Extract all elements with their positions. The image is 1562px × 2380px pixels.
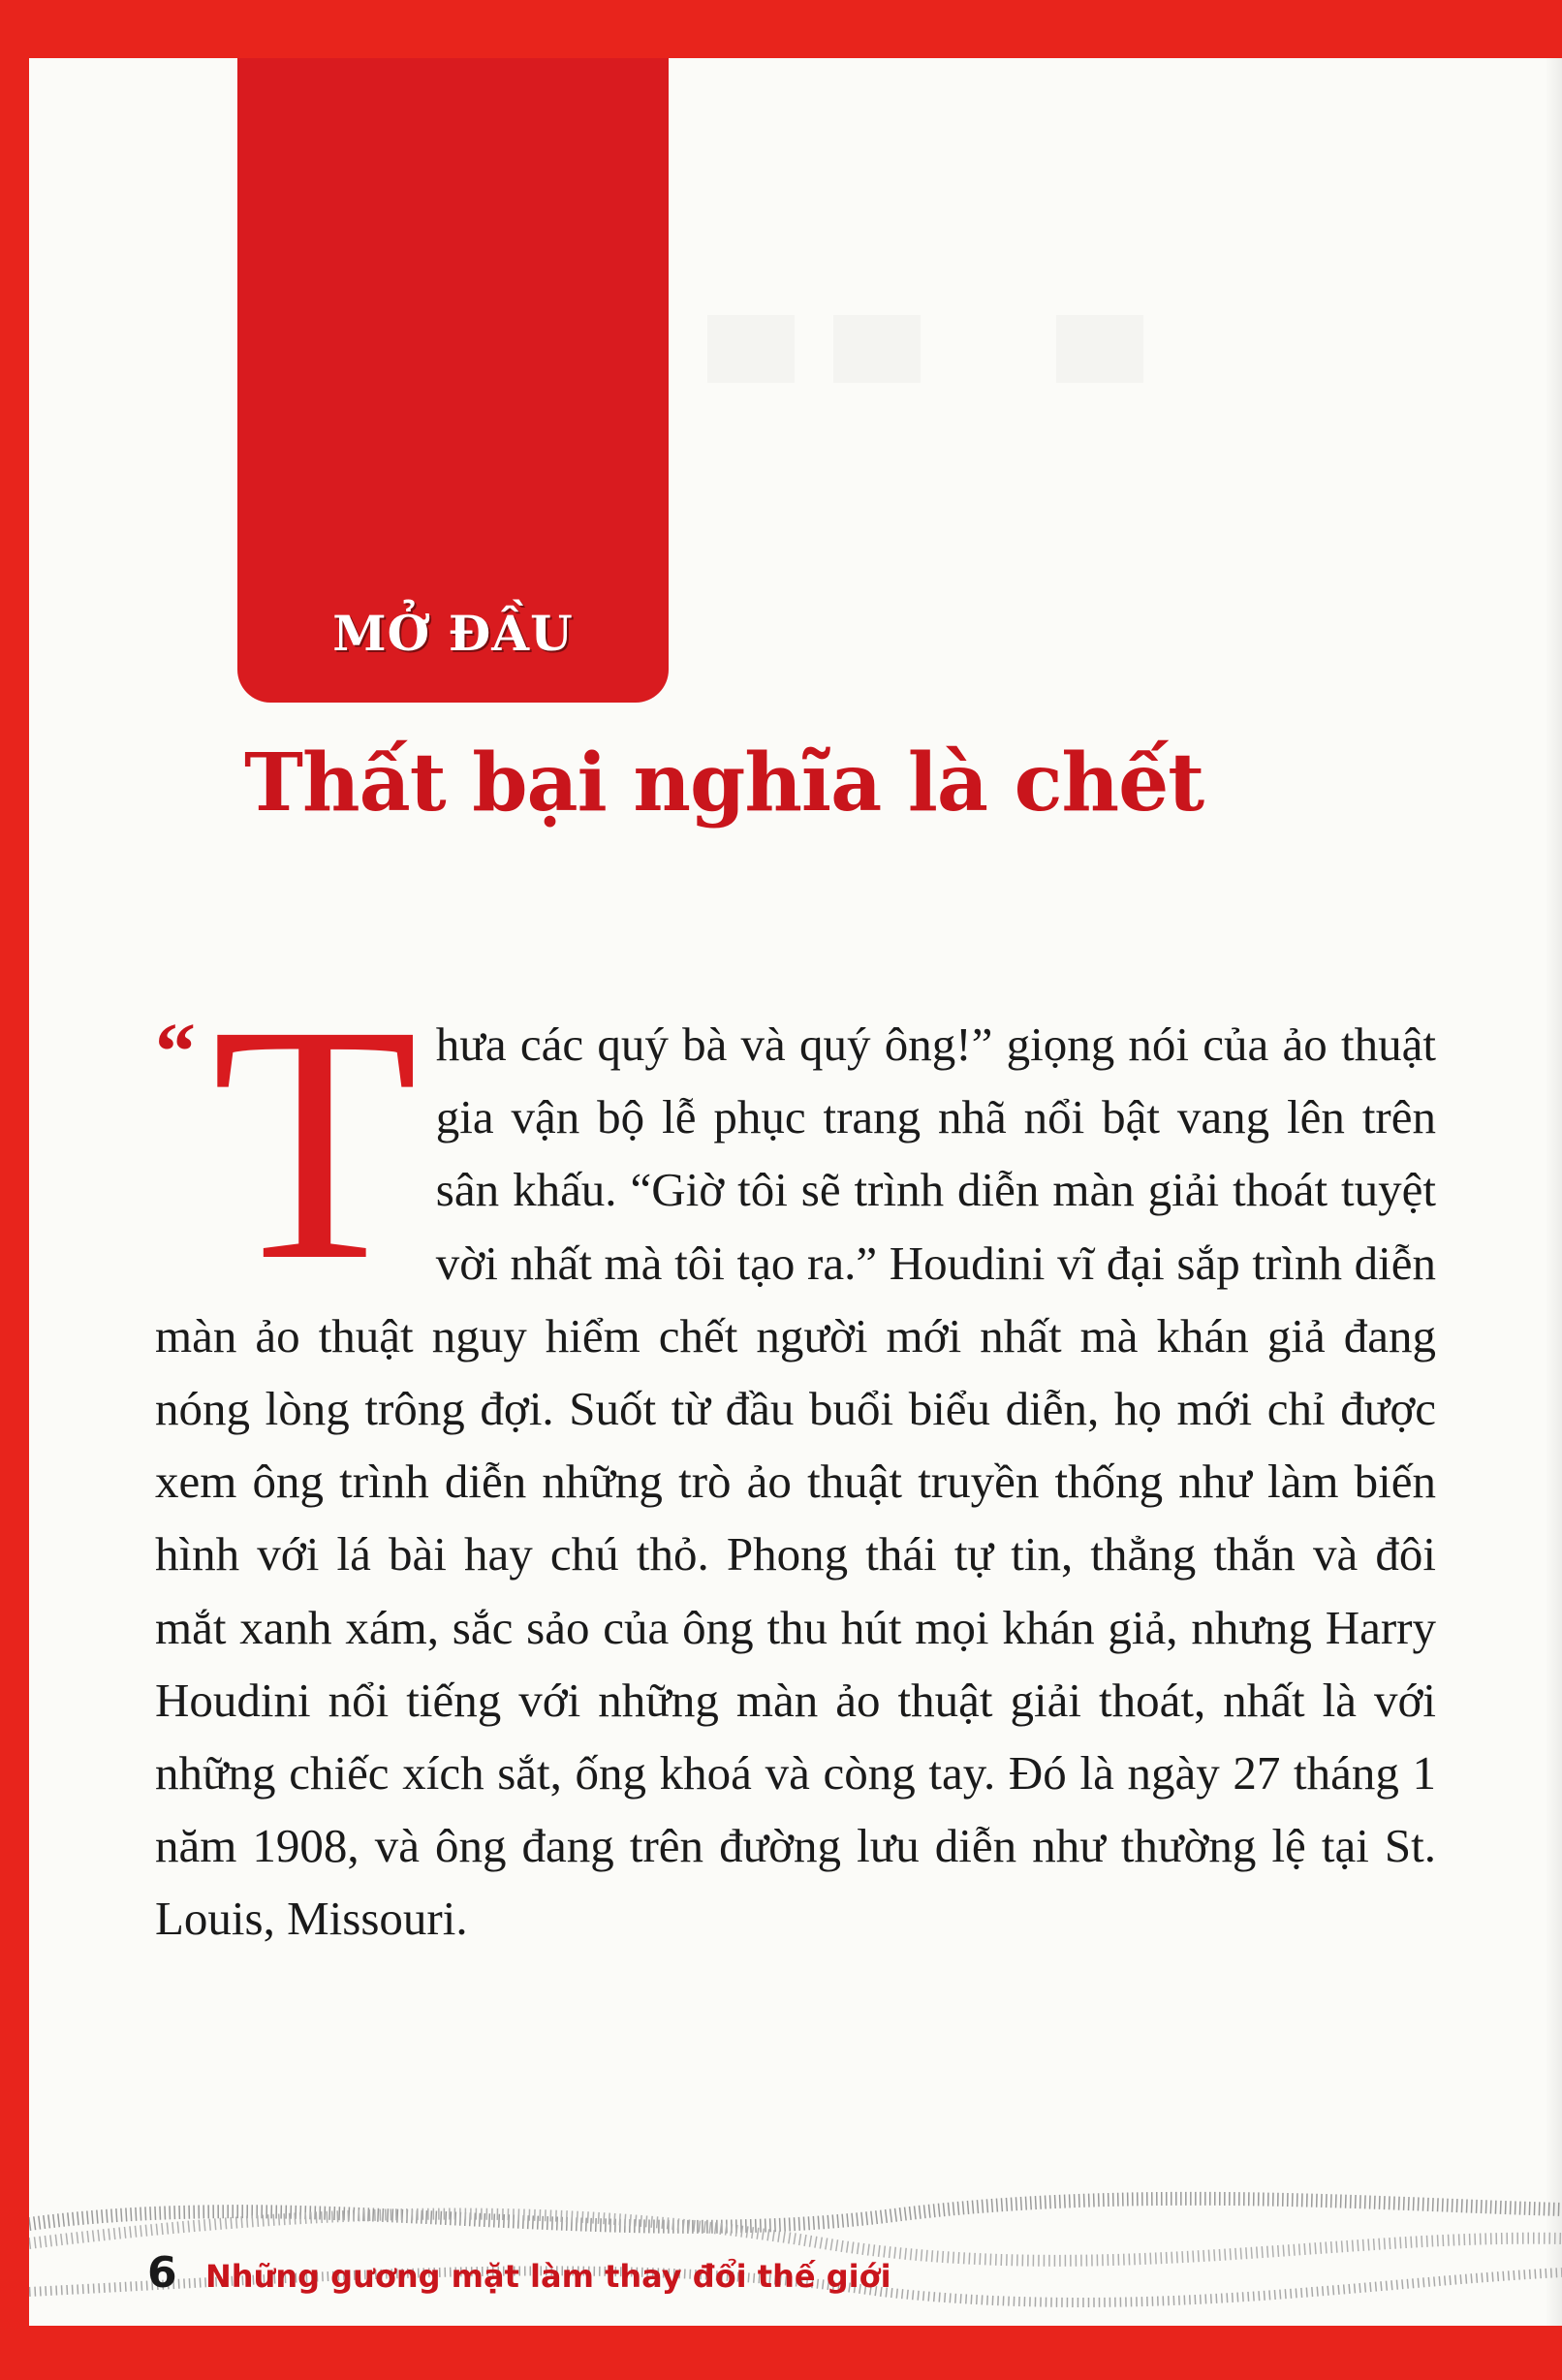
page-number: 6 [147,2248,177,2298]
running-footer-title: Những gương mặt làm thay đổi thế giới [205,2258,891,2295]
section-label: MỞ ĐẦU [332,605,574,662]
chapter-title: Thất bại nghĩa là chết [244,736,1204,830]
chapter-tab [237,58,669,703]
faint-bleed-through-mark [707,305,1153,392]
page-edge-shadow [1545,58,1562,2326]
opening-quote-mark: “ [155,1007,196,1097]
body-text: hưa các quý bà và quý ông!” giọng nói của ảo thuật gia vận bộ lễ phục trang nhã nổi bật vang lên trên sân khấu. “Giờ tôi sẽ trình diễn màn giải thoát tuyệt vời nhất mà tôi tạo ra.” Houdini vĩ đại sắp trình diễn màn ảo thuật nguy hiểm chết người mới nhất mà khán giả đang nóng lòng trông đợi. Suốt từ đầu buổi biểu diễn, họ mới chỉ được xem ông trình diễn những trò ảo thuật truyền thống như làm biến hình với lá bài hay chú thỏ. Phong thái tự tin, thẳng thắn và đôi mắt xanh xám, sắc sảo của ông thu hút mọi khán giả, nhưng Harry Houdini nổi tiếng với những màn ảo thuật giải thoát, nhất là với những chiếc xích sắt, ống khoá và còng tay. Đó là ngày 27 tháng 1 năm 1908, và ông đang trên đường lưu diễn như thường lệ tại St. Louis, Missouri. [155,1018,1436,1946]
decorative-wave-lines [29,2185,1562,2321]
drop-cap-letter: T [211,955,419,1331]
body-paragraph [155,955,1436,1956]
book-page [29,58,1562,2326]
